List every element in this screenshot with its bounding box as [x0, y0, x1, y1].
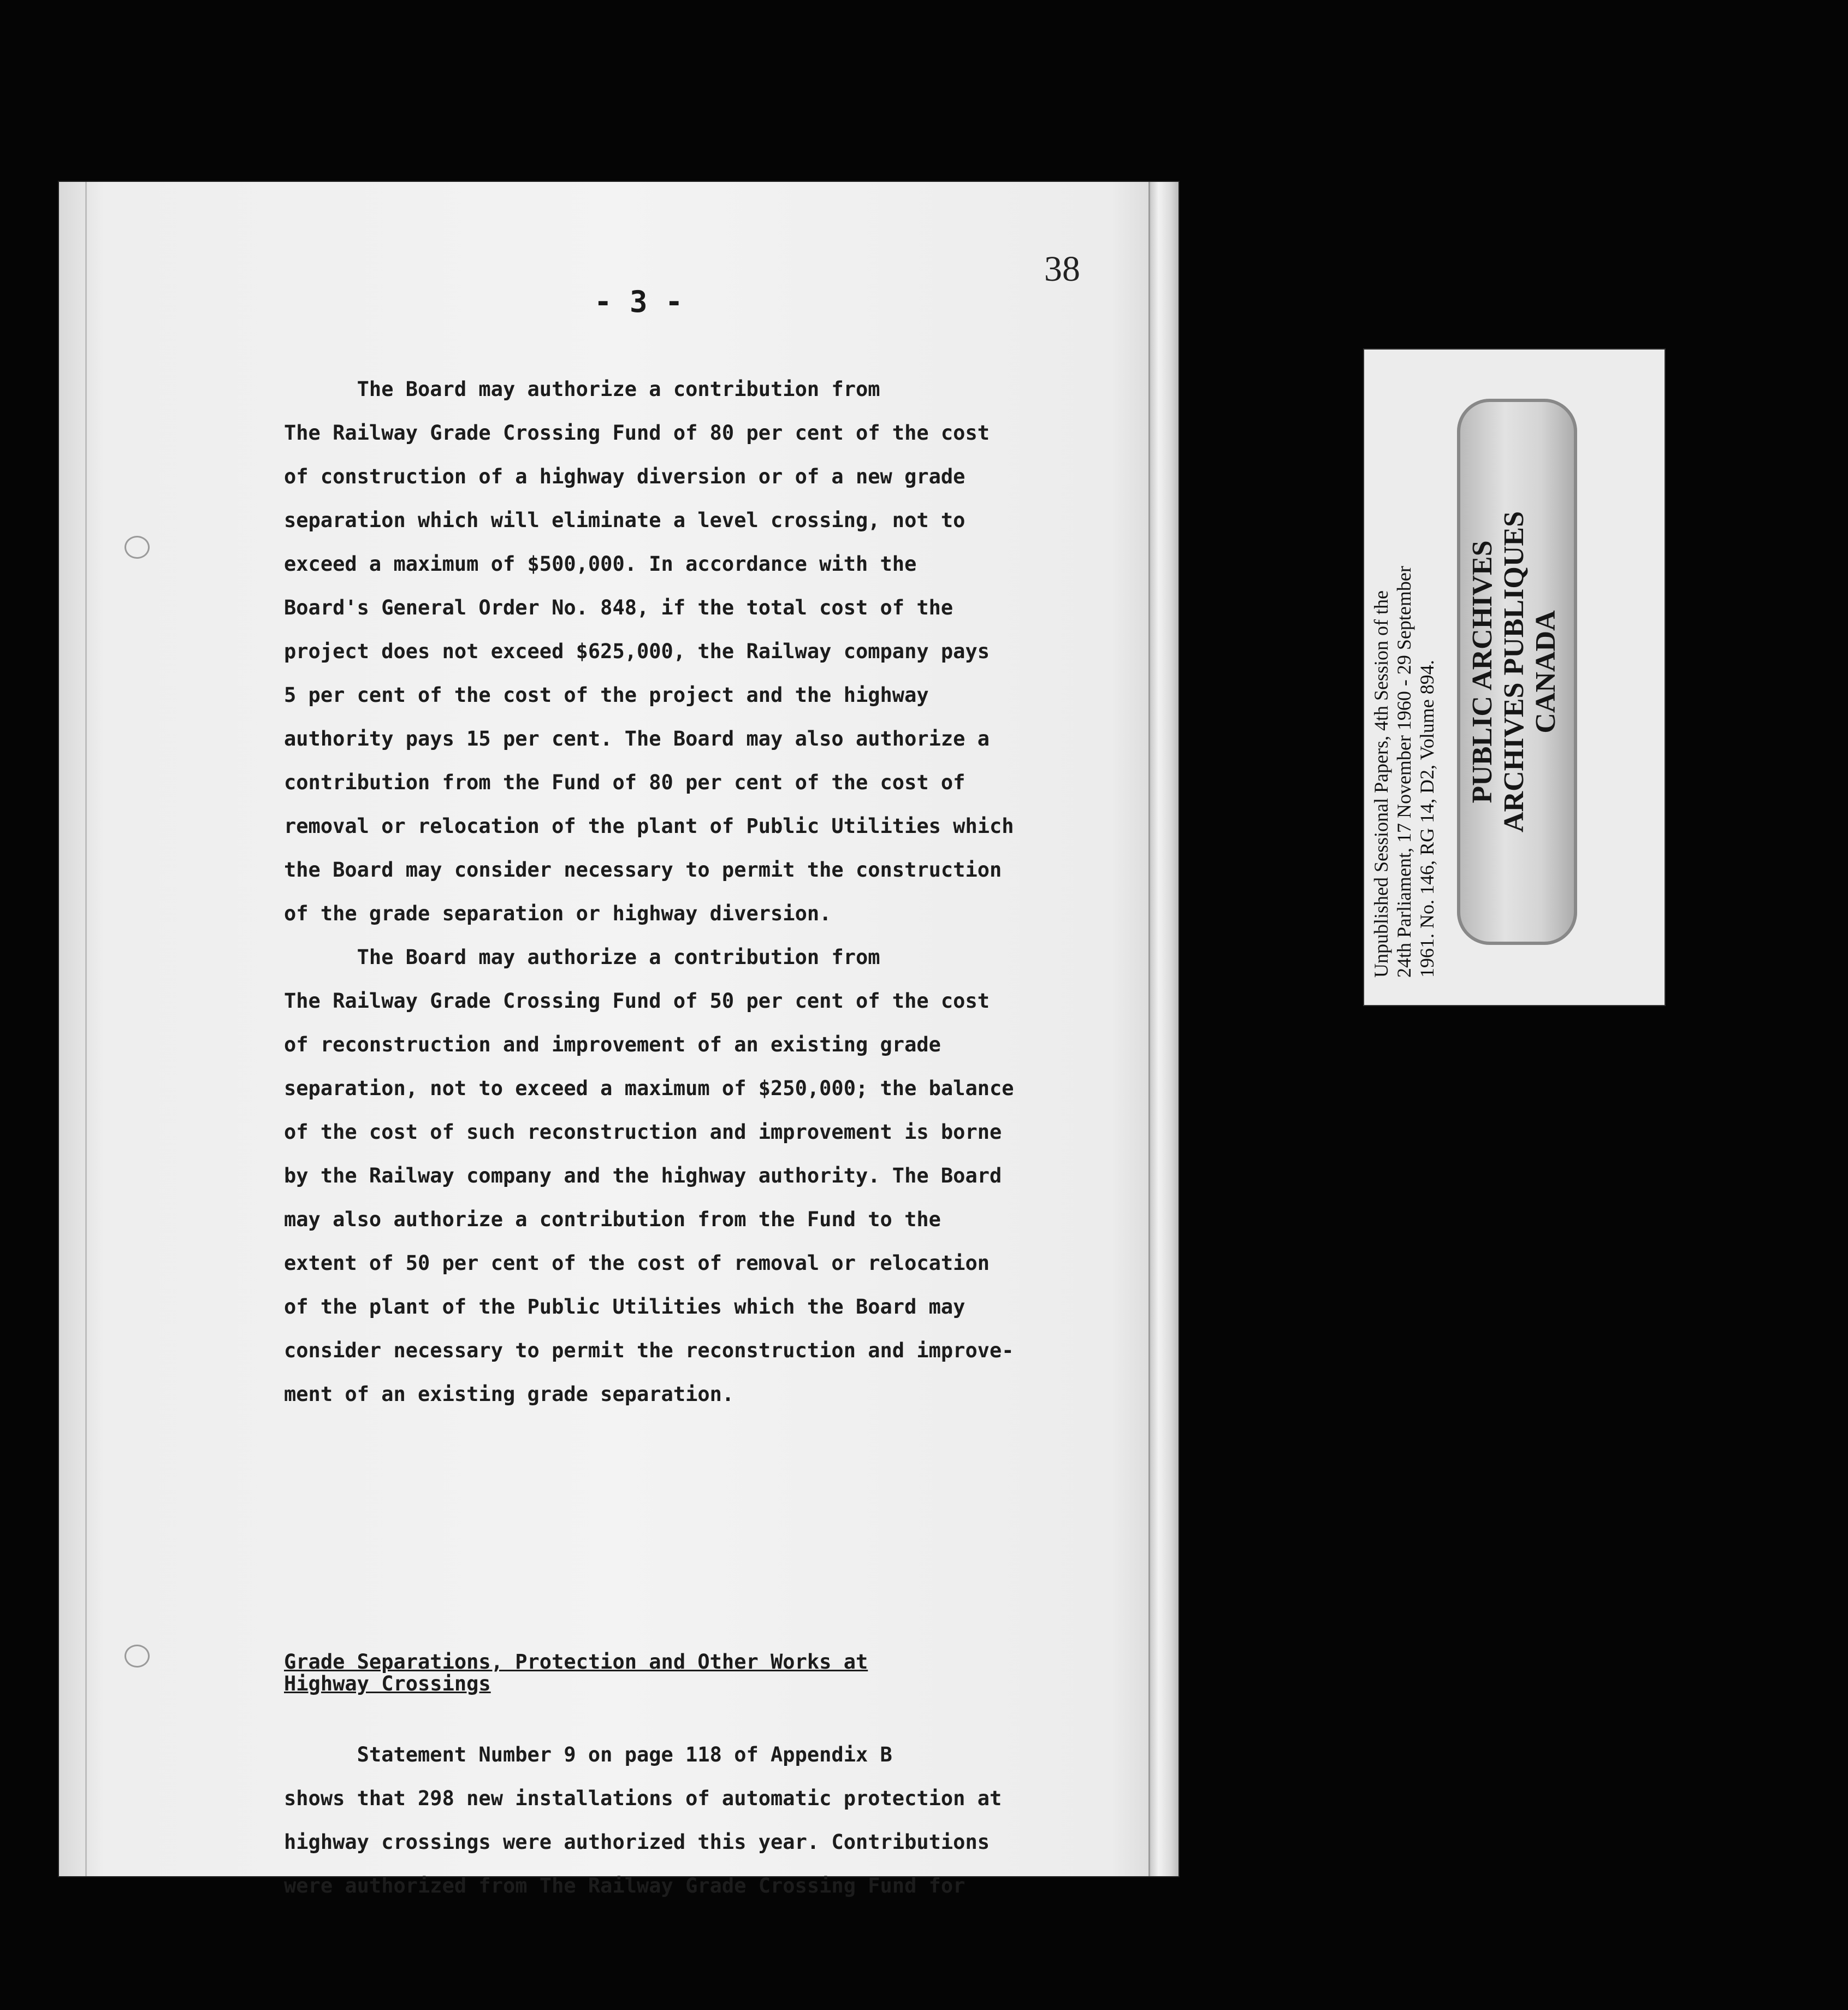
paragraph-line: Statement Number 9 on page 118 of Appendix B [284, 1743, 892, 1766]
closing-paragraph [284, 1733, 1147, 1908]
heading-line: Highway Crossings [284, 1672, 491, 1695]
paragraph-line: separation, not to exceed a maximum of $250,000; the balance [284, 1077, 1014, 1100]
paragraph-line: The Railway Grade Crossing Fund of 50 per cent of the cost [284, 989, 990, 1013]
punch-hole-bottom [125, 1645, 150, 1668]
stamp-line: CANADA [1530, 610, 1561, 734]
page-number: 38 [1044, 249, 1080, 289]
paragraph-line: of the cost of such reconstruction and improvement is borne [284, 1120, 1002, 1144]
archive-label-card [1364, 350, 1665, 1005]
paragraph-2 [284, 936, 1147, 1416]
archive-citation [1370, 366, 1438, 978]
citation-line: 24th Parliament, 17 November 1960 - 29 September [1393, 566, 1415, 978]
stamp-text [1467, 464, 1562, 879]
paragraph-line: authority pays 15 per cent. The Board may also authorize a [284, 727, 990, 750]
punch-hole-top [125, 536, 150, 559]
paragraph-line: Board's General Order No. 848, if the total cost of the [284, 596, 953, 619]
paragraph-line: of the plant of the Public Utilities which the Board may [284, 1295, 966, 1319]
paragraph-line: were authorized from The Railway Grade Crossing Fund for [284, 1874, 966, 1897]
citation-line: 1961. No. 146, RG 14, D2, Volume 894. [1416, 660, 1438, 978]
section-heading [284, 1651, 994, 1695]
paragraph-line: The Board may authorize a contribution from [284, 945, 880, 969]
paragraph-line: extent of 50 per cent of the cost of removal or relocation [284, 1251, 990, 1275]
paragraph-line: the Board may consider necessary to permit the construction [284, 858, 1002, 882]
paragraph-line: separation which will eliminate a level crossing, not to [284, 509, 966, 532]
paragraph-line: of reconstruction and improvement of an existing grade [284, 1033, 941, 1056]
stamp-line: PUBLIC ARCHIVES [1467, 540, 1498, 803]
paragraph-line: exceed a maximum of $500,000. In accordance with the [284, 552, 917, 576]
paragraph-line: 5 per cent of the cost of the project and the highway [284, 683, 929, 707]
archive-stamp [1457, 399, 1577, 945]
paragraph-line: may also authorize a contribution from the Fund to the [284, 1208, 941, 1231]
paragraph-line: removal or relocation of the plant of Public Utilities which [284, 814, 1014, 838]
paragraph-line: by the Railway company and the highway authority. The Board [284, 1164, 1002, 1187]
stamp-line: ARCHIVES PUBLIQUES [1498, 511, 1530, 833]
paragraph-line: consider necessary to permit the reconstruction and improve- [284, 1339, 1014, 1362]
paragraph-1 [284, 368, 1147, 936]
paragraph-line: The Board may authorize a contribution from [284, 377, 880, 401]
paragraph-line: shows that 298 new installations of automatic protection at [284, 1787, 1002, 1810]
paragraph-line: of the grade separation or highway diversion. [284, 902, 832, 925]
page-mark: - 3 - [594, 285, 683, 319]
document-page [59, 182, 1178, 1897]
citation-line: Unpublished Sessional Papers, 4th Session of the [1370, 590, 1392, 978]
heading-line: Grade Separations, Protection and Other Works at [284, 1650, 868, 1674]
body-text [284, 368, 1147, 1416]
paragraph-line: ment of an existing grade separation. [284, 1382, 735, 1406]
paragraph-line: The Railway Grade Crossing Fund of 80 per cent of the cost [284, 421, 990, 445]
paragraph-line: project does not exceed $625,000, the Railway company pays [284, 640, 990, 663]
paragraph-line: highway crossings were authorized this year. Contributions [284, 1830, 990, 1854]
paragraph-line: contribution from the Fund of 80 per cent of the cost of [284, 771, 966, 794]
paragraph-line: of construction of a highway diversion or of a new grade [284, 465, 966, 488]
